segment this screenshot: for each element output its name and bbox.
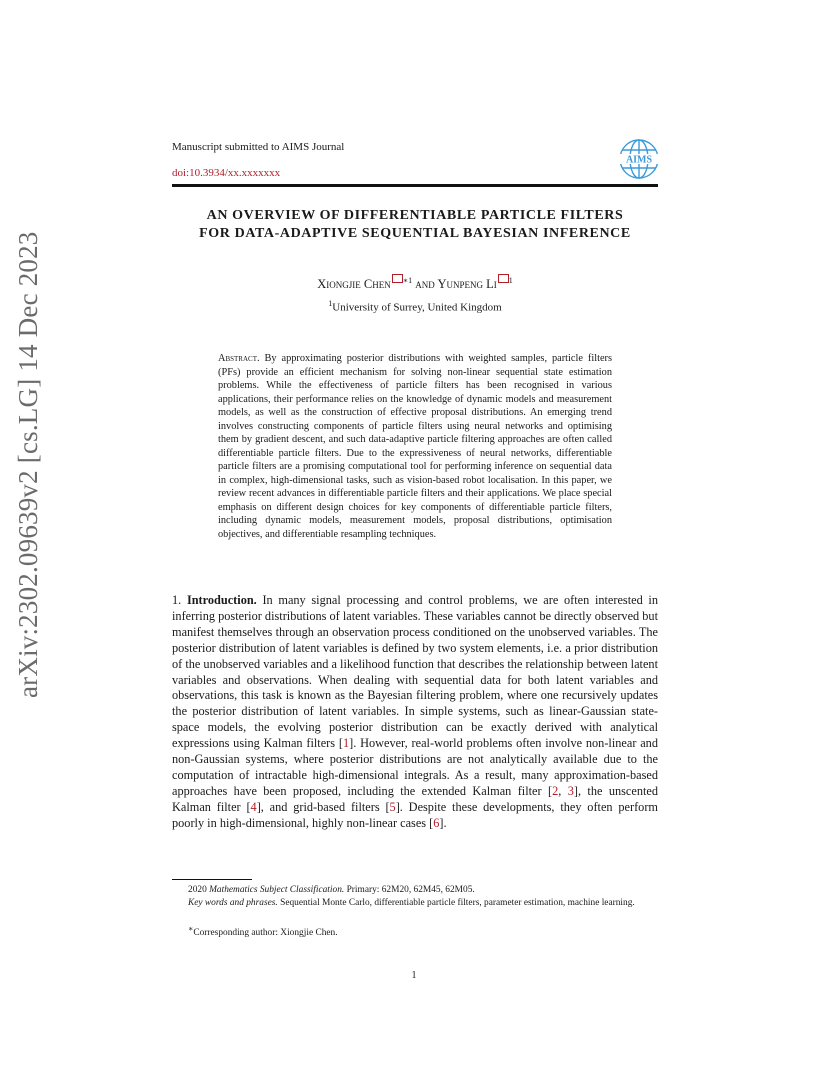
intro-text-2: ]. However, real-world problems often involve non-linear and non-Gaussian systems, where posterior distributions are not analytically available due to the computation of intractable high-dimensional integrals. As a result, many approximation-based approaches have been proposed, including the extended Kalman filter [ <box>172 736 658 798</box>
affiliation-mark: 1 <box>328 299 333 308</box>
msc-year: 2020 <box>188 885 207 895</box>
citation-link[interactable]: 5 <box>389 799 396 814</box>
author-1: Xiongjie Chen <box>317 277 391 292</box>
author-line <box>172 276 658 292</box>
intro-text-5: ]. Despite these developments, they often perform poorly in high-dimensional, highly non-linear cases [ <box>172 799 658 830</box>
doi-link[interactable]: doi:10.3934/xx.xxxxxxx <box>172 167 281 179</box>
author-connector: and <box>415 277 435 292</box>
msc-text: Primary: 62M20, 62M45, 62M05. <box>346 885 475 895</box>
citation-separator: , <box>558 783 568 798</box>
section-introduction <box>172 593 658 832</box>
abstract-text: By approximating posterior distributions with weighted samples, particle filters (PFs) provide an efficient mechanism for solving non-linear sequential state estimation problems. While the effectiveness of particle filters has been recognised in various applications, their performance relies on the knowledge of dynamic models and measurement models, as well as the construction of effective proposal distributions. An emerging trend involves constructing components of particle filters using neural networks and optimising them by gradient descent, and such data-adaptive particle filtering approaches are often called differentiable particle filters. Due to the expressiveness of neural networks, differentiable particle filters are a promising computational tool for performing inference on sequential data in complex, high-dimensional tasks, such as vision-based robot localisation. In this paper, we review recent advances in differentiable particle filters and their applications. We place special emphasis on different design choices for key components of differentiable particle filters, including dynamic models, measurement models, proposal distributions, optimisation objectives, and differentiable resampling techniques. <box>218 353 612 540</box>
journal-line: Manuscript submitted to AIMS Journal <box>172 141 345 153</box>
keywords-label: Key words and phrases. <box>188 898 278 908</box>
title-line-1: AN OVERVIEW OF DIFFERENTIABLE PARTICLE FILTERS <box>206 208 624 223</box>
section-number: 1. <box>172 593 182 607</box>
title-line-2: FOR DATA-ADAPTIVE SEQUENTIAL BAYESIAN INFERENCE <box>199 226 631 241</box>
citation-link[interactable]: 6 <box>433 815 440 830</box>
email-icon[interactable] <box>392 274 403 283</box>
page-number: 1 <box>411 970 417 981</box>
intro-text-4: ], and grid-based filters [ <box>256 799 390 814</box>
header-rule <box>172 184 658 187</box>
affiliation-text: University of Surrey, United Kingdom <box>332 301 502 314</box>
aims-logo <box>618 138 660 180</box>
footnote-keywords <box>172 897 658 910</box>
paper-title <box>150 207 680 243</box>
intro-text-6: ]. <box>439 815 447 830</box>
citation-link[interactable]: 2 <box>552 783 559 798</box>
footnote-msc <box>172 884 658 897</box>
citation-link[interactable]: 4 <box>250 799 257 814</box>
abstract <box>218 352 612 541</box>
footnote-rule <box>172 879 252 880</box>
intro-text-3: ], the unscented Kalman filter [ <box>172 783 658 814</box>
author-1-mark: ∗1 <box>402 276 413 285</box>
arxiv-sidebar-stamp: arXiv:2302.09639v2 [cs.LG] 14 Dec 2023 <box>13 231 43 698</box>
abstract-label: Abstract. <box>218 353 260 364</box>
email-icon[interactable] <box>498 274 509 283</box>
section-heading: Introduction. <box>186 593 257 607</box>
aims-logo-text: AIMS <box>625 154 653 166</box>
corresponding-text: Corresponding author: Xiongjie Chen. <box>193 928 338 939</box>
author-2-mark: 1 <box>508 276 513 285</box>
author-2: Yunpeng Li <box>437 277 497 292</box>
footnote-corresponding <box>172 923 658 940</box>
intro-text-1: In many signal processing and control problems, we are often interested in inferring posterior distributions of latent variables. These variables cannot be directly observed but manifest themselves through an observation process conditioned on the unobserved variables. The posterior distribution of latent variables is defined by two system elements, i.e. a prior distribution of the unobserved variables and a likelihood function that describes the relationship between latent variables and observations. When dealing with sequential data for both latent variables and observations, this task is known as the Bayesian filtering problem, where one recursively updates the posterior distribution of latent variables. In simple systems, such as linear-Gaussian state-space models, the evolving posterior distribution can be exactly derived with analytical expressions using Kalman filters [ <box>172 593 658 751</box>
affiliation <box>172 299 658 314</box>
msc-label: Mathematics Subject Classification. <box>209 885 345 895</box>
corresponding-mark: ∗ <box>188 924 194 933</box>
keywords-text: Sequential Monte Carlo, differentiable particle filters, parameter estimation, machine learning. <box>280 898 635 908</box>
citation-link[interactable]: 3 <box>567 783 574 798</box>
citation-link[interactable]: 1 <box>342 736 350 751</box>
